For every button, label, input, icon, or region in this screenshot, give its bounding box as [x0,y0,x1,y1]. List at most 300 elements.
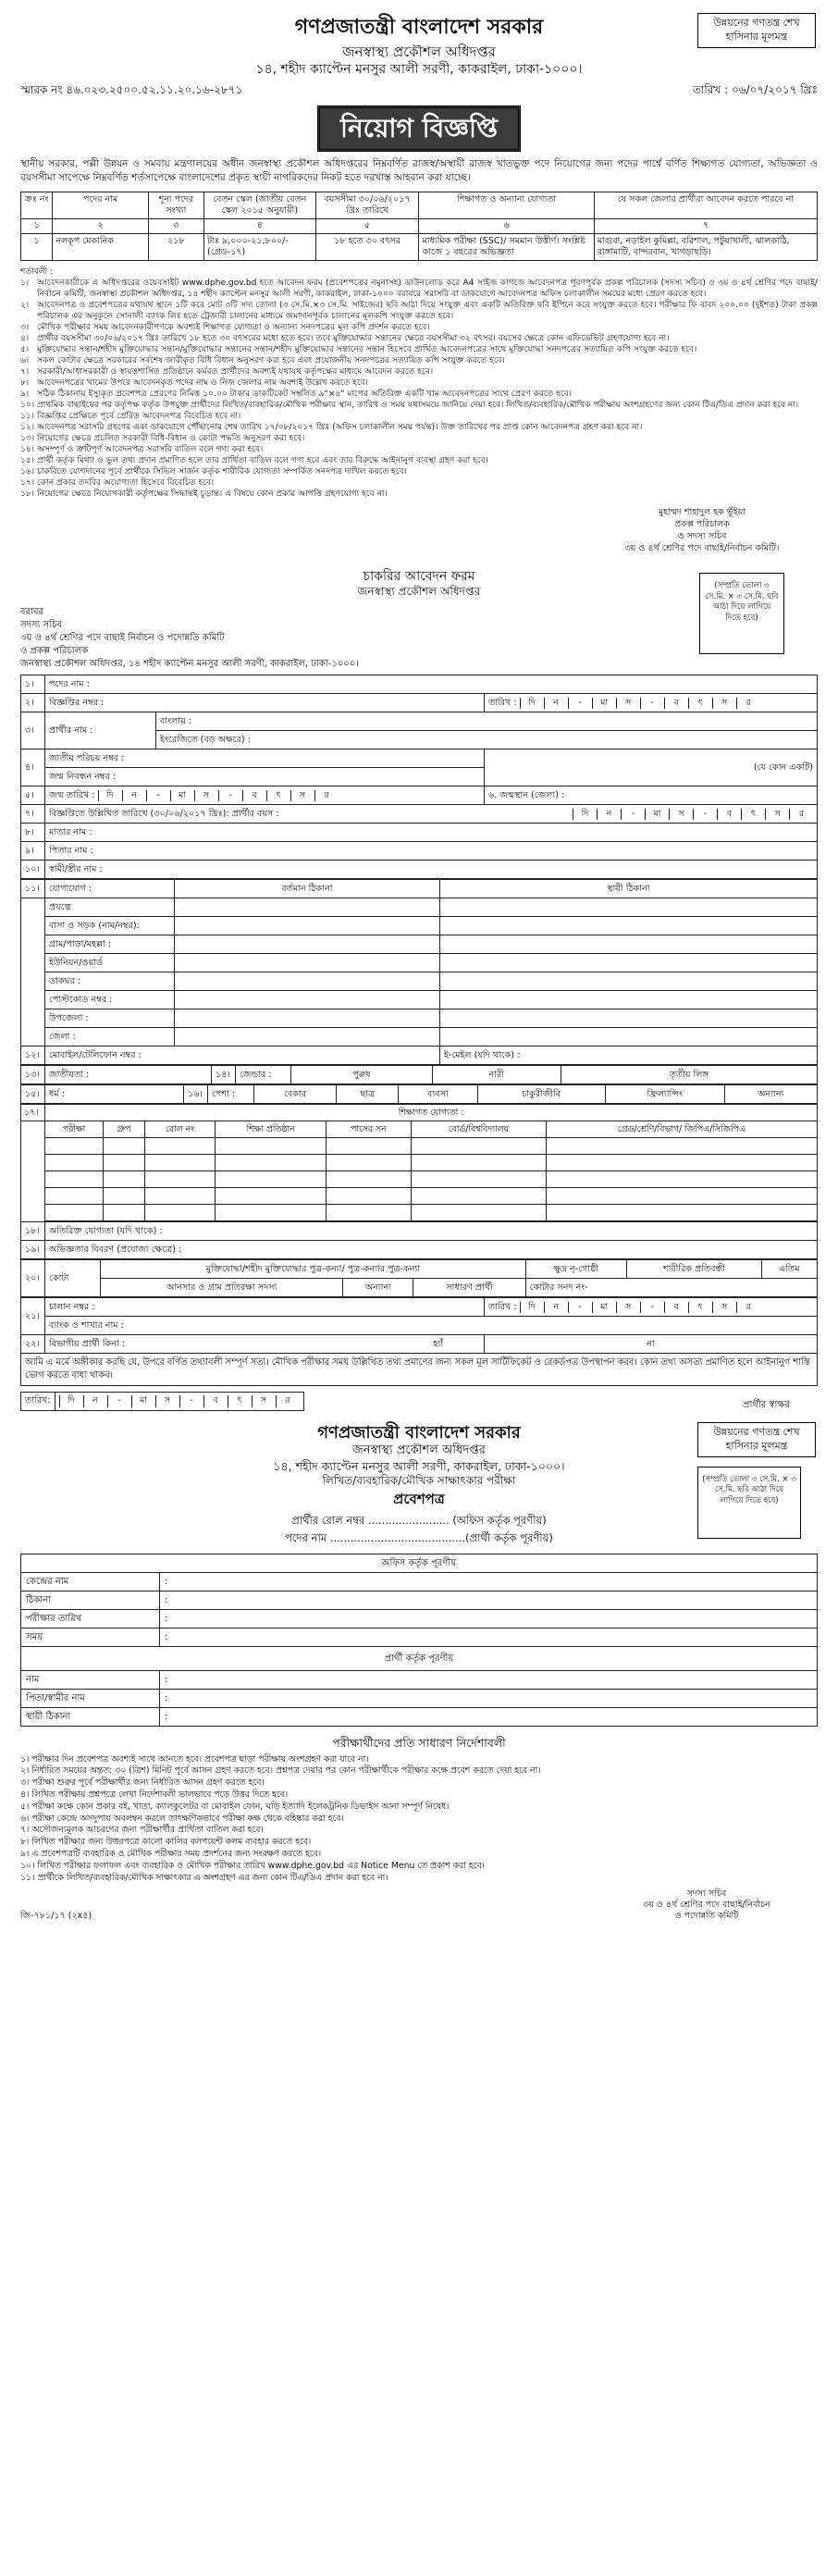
condition-number: ৯। [20,390,30,400]
occupation-option[interactable] [477,1085,605,1104]
memo-date: তারিখ : ০৬/০৭/২০১৭ খ্রিঃ [692,83,818,97]
permanent-address-field[interactable] [439,1009,817,1028]
footer-signature [596,1889,818,1923]
education-cell[interactable] [412,1205,547,1221]
education-row [21,1138,818,1155]
challan-date-field[interactable] [485,1298,818,1317]
birth-reg-field[interactable] [45,768,485,786]
permanent-address-header: স্থায়ী ঠিকানা [439,880,817,898]
email-field[interactable] [439,1046,817,1065]
date-box[interactable]: - [693,809,717,820]
field-label: চালান নম্বর : [49,1301,95,1312]
education-cell[interactable] [326,1138,411,1155]
education-cell[interactable] [546,1155,817,1171]
instruction-item: ৪। লিখিত পরীক্ষায় প্রশ্নপত্রে লেখা নির্দেশাবলী ভালভাবে পড়ে উত্তর দিতে হবে। [20,1790,289,1800]
date-box[interactable]: দি [98,790,122,801]
occupation-option[interactable] [337,1085,399,1104]
education-cell[interactable] [412,1155,547,1171]
date-box[interactable]: র [314,790,339,801]
present-address-field[interactable] [175,1028,440,1046]
option-label: শারীরিক প্রতিবন্ধী [662,1263,725,1274]
date-box[interactable]: ব [717,809,741,820]
slogan-box: উন্নয়নের গণতন্ত্র শেখ হাসিনার মূলমন্ত্র [697,13,816,48]
field-label: তারিখ : [488,697,517,708]
admit-value-field[interactable]: : [160,1573,818,1591]
condition-number: ২। [20,301,30,311]
admit-value-field[interactable]: : [160,1610,818,1629]
present-address-field[interactable] [175,991,440,1009]
education-label: শিক্ষাগত যোগ্যতা : [45,1105,818,1121]
field-label: কোটা [45,1260,101,1297]
field-label: ধর্ম : [49,1088,65,1099]
name-bangla-field[interactable] [156,712,818,731]
condition-item [20,389,818,400]
spacer [21,898,45,917]
form-row-mother [21,824,818,842]
field-label: পিতার নাম : [49,845,93,856]
quota-freedom-fighter[interactable] [101,1260,526,1279]
present-address-field[interactable] [175,1009,440,1028]
education-cell[interactable] [45,1188,104,1205]
education-cell[interactable] [412,1188,547,1205]
education-cell[interactable] [412,1171,547,1188]
admit-value-field[interactable]: : [160,1591,818,1610]
form-row-spouse [21,861,818,879]
date-box[interactable]: স [194,790,218,801]
date-box[interactable]: ৎ [688,1302,712,1313]
quota-general[interactable] [413,1279,525,1297]
admit-table [20,1554,818,1727]
declaration-date-table [20,1392,304,1411]
department-name: জনস্বাস্থ্য প্রকৌশল অধিদপ্তর [342,43,496,60]
date-box[interactable]: - [568,698,592,709]
cell-districts: মাগুরা, নড়াইল কুমিল্লা, বরিশাল, পটুয়াখালী, ঝালকাঠি, রাঙ্গামাটি, বান্দরবান, খাগড়াছড়ি। [594,233,817,261]
photo-box[interactable]: (সম্প্রতি তোলা ৩ সে.মি. × ৩ সে.মি. ছবি আঠা দিয়ে লাগিয়ে দিতে হবে) [699,573,784,654]
date-box[interactable]: স [616,1302,640,1313]
education-cell[interactable] [144,1155,216,1171]
instruction-item: ১১। প্রার্থীকে লিখিত/ব্যবহারিক/মৌখিক সাক্ষাৎকার এ অংশগ্রহণ এর জন্য কোন টিএ/ডিএ প্রদান করা হবে না। [20,1872,388,1883]
row-no: ১১। [21,880,45,898]
to-line: সদস্য সচিব [20,620,62,631]
date-box[interactable]: ৎ [266,790,290,801]
signatory-committee: ও সদস্য সচিব [677,531,727,542]
condition-item [20,366,818,378]
date-box[interactable]: স [712,1302,736,1313]
address-row [21,1009,818,1028]
date-box[interactable]: স [616,698,640,709]
education-cell[interactable] [45,1171,104,1188]
education-cell[interactable] [144,1138,216,1155]
date-box[interactable]: - [179,1395,203,1406]
education-cell[interactable] [216,1155,327,1171]
office-rows [21,1573,818,1647]
quota-row-1 [21,1260,818,1279]
department-address: ১৪, শহীদ ক্যাপ্টেন মনসুর আলী সরণী, কাকরাইল, ঢাকা-১০০০। [255,62,583,78]
cell-scale: টাঃ ৯,০০০-২১,৮০০/- (গ্রেড-১৭) [204,233,316,261]
row-no: ১২। [21,1046,45,1065]
admit-value-field[interactable]: : [160,1629,818,1647]
to-line: ৩য় ও ৪র্থ শ্রেণির পদে বাছাই নির্বাচন ও পদোন্নতি কমিটি [20,633,225,644]
spacer [21,954,45,972]
condition-number: ৬। [20,356,30,366]
signatory-title: প্রকল্প পরিচালক [674,519,730,530]
field-label: তারিখ : [488,1301,517,1312]
occupation-option[interactable] [399,1085,478,1104]
condition-number: ১১। [20,412,35,422]
option-label: নারী [488,1069,504,1080]
form-row-name-bn [21,712,818,731]
spacer [21,1028,45,1046]
admit-department: জনস্বাস্থ্য প্রকৌশল অধিদপ্তর [352,1443,486,1458]
declaration-date-field[interactable] [55,1392,303,1410]
education-cell[interactable] [216,1188,327,1205]
memo-line [20,83,818,98]
instruction-item: ৫। পরীক্ষা কক্ষে কোন প্রকার বই, খাতা, ক্যালকুলেটর বা মোবাইল ফোন, ঘড়ি ইত্যাদি ইলেকট্রনিক ডিভাইস আনা সম্পূর্ণ নিষেধ। [20,1801,450,1812]
occupation-option[interactable] [254,1085,337,1104]
footer-sign-line: ৩য় ও ৪র্থ শ্রেণির পদে বাছাই/নির্বাচন [643,1899,770,1910]
religion-field[interactable] [45,1085,184,1104]
form-subtitle: জনস্বাস্থ্য প্রকৌশল অধিদপ্তর [357,584,481,598]
date-box[interactable]: - [107,1395,131,1406]
education-cell[interactable] [104,1188,145,1205]
spacer [21,991,45,1009]
field-label: মাতার নাম : [49,826,92,837]
age-field[interactable] [45,805,818,824]
row-no: ২২। [21,1335,45,1354]
field-label: তারিখ: [21,1392,55,1410]
date-box[interactable]: - [568,1302,592,1313]
form-row-18 [21,1222,818,1241]
form-title [20,568,818,600]
gender-third-option[interactable] [561,1066,817,1084]
col-serial: ক্রঃ নং [21,192,53,219]
date-box[interactable]: ব [203,1395,228,1406]
education-cell[interactable] [216,1171,327,1188]
education-cell[interactable] [104,1171,145,1188]
quota-ansar[interactable] [101,1279,343,1297]
date-box[interactable]: মা [592,1302,616,1313]
option-label: তৃতীয় লিঙ্গ [669,1069,709,1080]
departmental-candidate-field [45,1335,485,1354]
education-cell[interactable] [104,1205,145,1221]
condition-number: ১০। [20,401,35,411]
field-label: স্বামী/স্ত্রীর নাম : [49,863,103,874]
education-row [21,1155,818,1171]
instruction-item: ৮। লিখিত পরীক্ষার জন্য উত্তরপত্রে কালো কালির বলপয়েন্ট কলম ব্যবহার করতে হবে। [20,1837,312,1848]
dob-field[interactable] [45,786,485,805]
date-box[interactable]: মা [592,698,616,709]
date-box[interactable]: ন [544,1302,568,1313]
condition-item [20,378,818,389]
education-cell[interactable] [326,1188,411,1205]
quota-orphan[interactable] [761,1260,817,1279]
date-box[interactable]: - [621,809,645,820]
education-cell[interactable] [45,1138,104,1155]
phone-field[interactable] [45,1046,440,1065]
education-cell[interactable] [216,1138,327,1155]
condition-number: ৩। [20,323,30,333]
address-label: গ্রাম/পাড়া/মহল্লা : [45,935,175,954]
condition-number: ১৪। [20,445,35,455]
date-box[interactable]: দি [573,809,597,820]
education-cell[interactable] [326,1171,411,1188]
date-box[interactable]: স [669,809,693,820]
date-box[interactable]: ৎ [741,809,765,820]
education-row [21,1205,818,1221]
admit-roll-field[interactable]: প্রার্থীর রোল নম্বর ........................ (অফিস কর্তৃক পূরণীয়) [291,1514,547,1528]
field-label: অতিরিক্ত যোগ্যতা (যদি থাকে) : [49,1225,163,1236]
spouse-name-field[interactable] [45,861,818,879]
date-box[interactable]: দি [59,1395,83,1406]
office-fill-header: অফিস কর্তৃক পূরণীয় [21,1554,818,1573]
office-fill-row [21,1554,818,1573]
edu-col-group: গ্রুপ [104,1121,145,1138]
form-row-19 [21,1241,818,1259]
condition-item [20,489,818,500]
nid-field[interactable] [45,749,485,768]
gender-male-option[interactable] [291,1066,433,1084]
nationality-field[interactable] [45,1066,212,1084]
permanent-address-field[interactable] [439,898,817,917]
row-no: ৩। [21,712,45,749]
col-districts: যে সকল জেলার প্রার্থীরা আবেদন করতে পারবে না [594,192,817,219]
field-label: বিজ্ঞপ্তিতে উল্লিখিত তারিখে (৩০/০৬/২০১৭ খ্রিঃ): প্রার্থীর বয়স : [49,808,279,819]
condition-text: আবেদনকারীকে এ অধিদপ্তরের ওয়েবসাইট www.dphe.gov.bd হতে আবেদন ফরম (প্রবেশপত্রের নমুনাসহ) ডাউনলোড করে A4 সাইজ কাগজে আবেদনপত্র পূরণপূর্বক প্রকল্প পরিচালক (সদস্য সচিব) ও ৩য় ও ৪র্থ শ্রেণির পদে বাছাই/নির্বাচন কমিটি, জনস্বাস্থ্য প্রকৌশল অধিদপ্তর, ১৪ শহীদ ক্যাপ্টেন মনসুর আলী সরণী, কাকরাইল, ঢাকা-১০০০ বরাবরে সরাসরি বা ডাকযোগে আবেদনপত্র অফিস চলাকালীন সময়ের মধ্যে প্রেরণ করতে হবে। [37,279,818,300]
date-box[interactable]: দি [520,1302,544,1313]
admit-value-field[interactable]: : [160,1708,818,1727]
instruction-item: ৩। পরীক্ষা শুরুর পূর্বে পরীক্ষার্থীর জন্য নির্ধারিত আসন গ্রহণ করতে হবে। [20,1777,265,1789]
field-label: অভিজ্ঞতার বিবরণ (প্রযোজ্য ক্ষেত্রে) : [49,1244,182,1255]
condition-item [20,300,818,322]
quota-disabled[interactable] [627,1260,761,1279]
quota-table [20,1259,818,1297]
date-box[interactable]: র [276,1395,300,1406]
date-box[interactable]: দি [520,698,544,709]
col-scale: বেতন স্কেল (জাতীয় বেতন স্কেল ২০১৫ অনুযায়ী) [204,192,316,219]
admit-row [21,1690,818,1708]
date-boxes [59,1395,300,1406]
spacer [21,935,45,954]
condition-item [20,433,818,444]
condition-text: বিজ্ঞপ্তির প্রেক্ষিতে পূর্বে প্রেরিত আবেদনপত্র বিবেচিত হবে না। [37,412,241,422]
date-box[interactable]: - [640,1302,664,1313]
date-box[interactable]: স [290,790,314,801]
occupation-option[interactable] [724,1085,817,1104]
option-label: অন্যান্য [364,1282,391,1293]
education-cell[interactable] [546,1171,817,1188]
intro-paragraph: স্থানীয় সরকার, পল্লী উন্নয়ন ও সমবায় মন্ত্রণালয়ের অধীন জনস্বাস্থ্য প্রকৌশল অধিদপ্তরের নিম্নবর্ণিত রাজস্ব/অস্থায়ী রাজস্ব খাতভুক্ত পদে নিয়োগের জন্য পদের পার্শ্বে বর্ণিত শিক্ষাগত যোগ্যতা, অভিজ্ঞতা ও বয়সসীমা সাপেক্ষে নিম্নবর্ণিত শর্তসাপেক্ষে বাংলাদেশের প্রকৃত স্থায়ী নাগরিকদের নিকট হতে দরখাস্ত আহবান করা যাচ্ছে। [20,158,818,184]
to-line: বরাবর [20,607,44,618]
education-cell[interactable] [45,1205,104,1221]
date-box[interactable]: - [146,790,170,801]
yes-option[interactable]: হ্যাঁ [433,1338,443,1349]
permanent-address-field[interactable] [439,917,817,935]
option-label: ছাত্র [360,1088,376,1099]
date-box[interactable]: ৎ [688,698,712,709]
address-header-row [21,880,818,898]
vacancy-number-row [21,219,818,233]
edu-col-board: বোর্ড/বিশ্ববিদ্যালয় [412,1121,547,1138]
row-no: ৮। [21,824,45,842]
form-row-13 [21,1066,818,1084]
condition-text: অসম্পূর্ণ ও ত্রুটিপূর্ণ আবেদনপত্র সরাসরি বাতিল বলে গণ্য করা হবে। [37,445,264,455]
date-box[interactable]: মা [131,1395,155,1406]
col-num: ২ [53,219,148,233]
vacancy-header-row [21,192,818,219]
col-num: ৭ [594,219,817,233]
date-box[interactable]: স [155,1395,179,1406]
date-box[interactable]: ন [122,790,146,801]
option-label: মুক্তিযোদ্ধা/শহীদ মুক্তিযোদ্ধার পুত্র-কন্যা/ পুত্র-কন্যার পুত্র-কন্যা [205,1263,421,1274]
condition-text: প্রাথমিক বাছাইয়ের পর কর্তৃপক্ষ কর্তৃক উপযুক্ত প্রার্থীদের লিখিত/ব্যবহারিক/মৌখিক পরীক্ষার স্থান, তারিখ ও সময় যথাসময়ে জানিয়ে দেয়া হবে। লিখিত/ব্যবহারিক/মৌখিক পরীক্ষায় অংশগ্রহণের জন্য কোন টিএ/ডিএ প্রদান করা হবে না। [37,401,799,411]
date-box[interactable]: র [736,698,760,709]
present-address-field[interactable] [175,935,440,954]
row-no: ৪। [21,749,45,786]
row-no: ১০। [21,861,45,879]
date-box[interactable]: ন [544,698,568,709]
condition-text: মৌখিক পরীক্ষার সময় আবেদনকারীগণকে অবশ্যই শিক্ষাগত যোগ্যতা ও অন্যান্য সনদপত্রের মূল কপি প্রদর্শন করতে হবে। [37,323,430,333]
date-boxes [520,698,760,709]
cell-serial: ১ [21,233,53,261]
field-label: জন্ম তারিখ : [49,789,95,800]
condition-number: ৮। [20,378,30,389]
quota-certificate-field[interactable] [525,1279,817,1297]
col-num: ৬ [419,219,594,233]
signatory-committee2: ৩য় ও ৪র্থ শ্রেণির পদে বাছাই/নির্বাচন কমিটি। [624,542,780,553]
circular-date-field[interactable] [485,694,818,712]
option-label: বেকার [284,1088,307,1099]
date-box[interactable]: স [712,698,736,709]
permanent-address-field[interactable] [439,991,817,1009]
instruction-item: ৬। পরীক্ষা কেন্দ্রে অসদুপায় অবলম্বন করলে তাৎক্ষণিকভাবে পরীক্ষা কক্ষ থেকে বহিষ্কার করা হবে। [20,1813,344,1824]
education-cell[interactable] [546,1188,817,1205]
permanent-address-field[interactable] [439,972,817,991]
admit-value-field[interactable]: : [160,1690,818,1708]
admit-row [21,1708,818,1727]
option-label: চাকুরীজীবি [522,1088,561,1099]
admit-label: সময় [21,1629,160,1647]
circular-number-field[interactable] [45,694,485,712]
education-row [21,1188,818,1205]
admit-post-field[interactable]: পদের নাম ........................................(প্রার্থী কর্তৃক পূরণীয়) [285,1530,553,1544]
education-title-row [21,1105,818,1121]
present-address-field[interactable] [175,898,440,917]
date-box[interactable]: - [218,790,242,801]
row-no: ১৪। [212,1066,236,1084]
father-name-field[interactable] [45,842,818,861]
field-label: পদের নাম : [49,678,90,689]
address-label: উপজেলা : [45,1009,175,1028]
present-address-field[interactable] [175,917,440,935]
instruction-item: ২। নির্ধারিত সময়ের অন্তত: ৩০ (ত্রিশ) মিনিট পূর্বে আসন গ্রহণ করতে হবে। প্রশ্নপত্র দেয়ার পর কোন পরীক্ষার্থীকে পরীক্ষার কক্ষে প্রবেশ করতে দেয়া হবে না। [20,1765,541,1777]
education-cell[interactable] [412,1138,547,1155]
quota-others[interactable] [343,1279,413,1297]
option-label: ব্যবসা [427,1088,449,1099]
date-box[interactable]: স [252,1395,276,1406]
date-box[interactable]: ব [664,698,688,709]
education-cell[interactable] [216,1205,327,1221]
field-label: বাংলায় : [160,715,192,726]
present-address-field[interactable] [175,954,440,972]
vacancy-table [20,192,818,262]
admit-value-field[interactable]: : [160,1671,818,1690]
date-box[interactable]: ৎ [228,1395,252,1406]
condition-number: ১৭। [20,478,35,489]
field-label: ব্যাংক ও শাখার নাম : [49,1319,124,1331]
date-box[interactable]: স [765,809,789,820]
date-box[interactable]: মা [170,790,194,801]
education-cell[interactable] [546,1138,817,1155]
print-code: জি-৭৮১/১৭ (২x৪) [20,1911,92,1922]
cell-vacancy: ২১৮ [148,233,203,261]
birthplace-field[interactable] [485,786,818,805]
permanent-address-field[interactable] [439,954,817,972]
date-box[interactable]: ন [83,1395,107,1406]
education-cell[interactable] [45,1155,104,1171]
education-row [21,1171,818,1188]
col-num: ৫ [315,219,419,233]
row-no: ৫। [21,786,45,805]
date-box[interactable]: ন [597,809,621,820]
additional-qualification-field[interactable] [45,1222,818,1241]
condition-text: সরকারী/আধাসরকারী ও স্বায়ত্তশাসিত প্রতিষ্ঠানে কর্মরত প্রার্থীদের অবশ্যই যথাযথ কর্তৃপক্ষের মাধ্যমে আবেদন করতে হবে। [37,367,434,378]
education-cell[interactable] [326,1205,411,1221]
education-cell[interactable] [104,1138,145,1155]
challan-number-field[interactable] [45,1298,485,1317]
address-rows [21,898,818,1046]
education-cell[interactable] [144,1205,216,1221]
education-cell[interactable] [144,1171,216,1188]
condition-number: ১২। [20,423,35,433]
address-row [21,954,818,972]
quota-ethnic[interactable] [525,1260,627,1279]
education-cell[interactable] [144,1188,216,1205]
experience-field[interactable] [45,1241,818,1259]
conditions-label: শর্তাবলী : [20,267,54,278]
govt-title: গণপ্রজাতন্ত্রী বাংলাদেশ সরকার [294,16,544,39]
bank-branch-field[interactable] [45,1317,818,1335]
address-label: প্রযত্নে [45,898,175,917]
education-cell[interactable] [326,1155,411,1171]
no-option[interactable] [485,1335,818,1354]
date-box[interactable]: র [736,1302,760,1313]
edu-col-roll: রোল নং [144,1121,216,1138]
education-cell[interactable] [546,1205,817,1221]
date-box[interactable]: র [789,809,813,820]
date-box[interactable]: মা [645,809,669,820]
date-box[interactable]: ব [664,1302,688,1313]
condition-text: নিয়োগের ক্ষেত্রে প্রচলিত সরকারী বিধি-বিধান ও কোটা পদ্ধতি অনুসরণ করা হবে। [37,434,305,444]
post-name-field[interactable] [45,675,818,694]
permanent-address-field[interactable] [439,935,817,954]
date-box[interactable]: ব [242,790,266,801]
mother-name-field[interactable] [45,824,818,842]
education-cell[interactable] [104,1155,145,1171]
admit-photo-box[interactable]: (সম্প্রতি তোলা ৩ সে.মি. × ৩ সে.মি. ছবি আঠা দিয়ে লাগিয়ে দিতে হবে) [697,1467,801,1539]
spacer [21,1155,45,1171]
date-box[interactable]: - [640,698,664,709]
condition-text: আবেদনপত্র ও প্রবেশপত্রের যথাযথ স্থানে ১টি করে মোট ৩টি সদ্য তোলা (৩ সে.মি.×৩ সে.মি. সাইজের) ছবি আঠা দিয়ে সংযুক্ত এবং একটি অতিরিক্ত ছবি ইপিনে করে সংযুক্ত করতে হবে। পরীক্ষার ফি বাবদ ২০০.০০ (দুইশত) টাকা প্রকল্প পরিচালক এর অনুকূলে সোনালী ব্যাংক লিঃ হতে ট্রেজারী চালানের মাধ্যমে জমাদানপূর্বক চালানের মূলকপি সংযুক্ত করতে হবে। [37,301,818,322]
occupation-option[interactable] [605,1085,724,1104]
admit-govt-title: গণপ্রজাতন্ত্রী বাংলাদেশ সরকার [317,1422,521,1443]
row-no: ২১। [21,1298,45,1335]
permanent-address-field[interactable] [439,1028,817,1046]
condition-text: সকল কোটার ক্ষেত্রে সরকারের সর্বশেষ জারীকৃত বিধি বিধান অনুসরণ করা হবে এবং প্রয়োজনীয় সনদপত্রের সত্যায়িত কপি সংযুক্ত করতে হবে। [37,356,505,366]
name-english-field[interactable] [156,731,818,749]
present-address-field[interactable] [175,972,440,991]
gender-female-option[interactable] [432,1066,561,1084]
date-boxes [98,790,339,801]
